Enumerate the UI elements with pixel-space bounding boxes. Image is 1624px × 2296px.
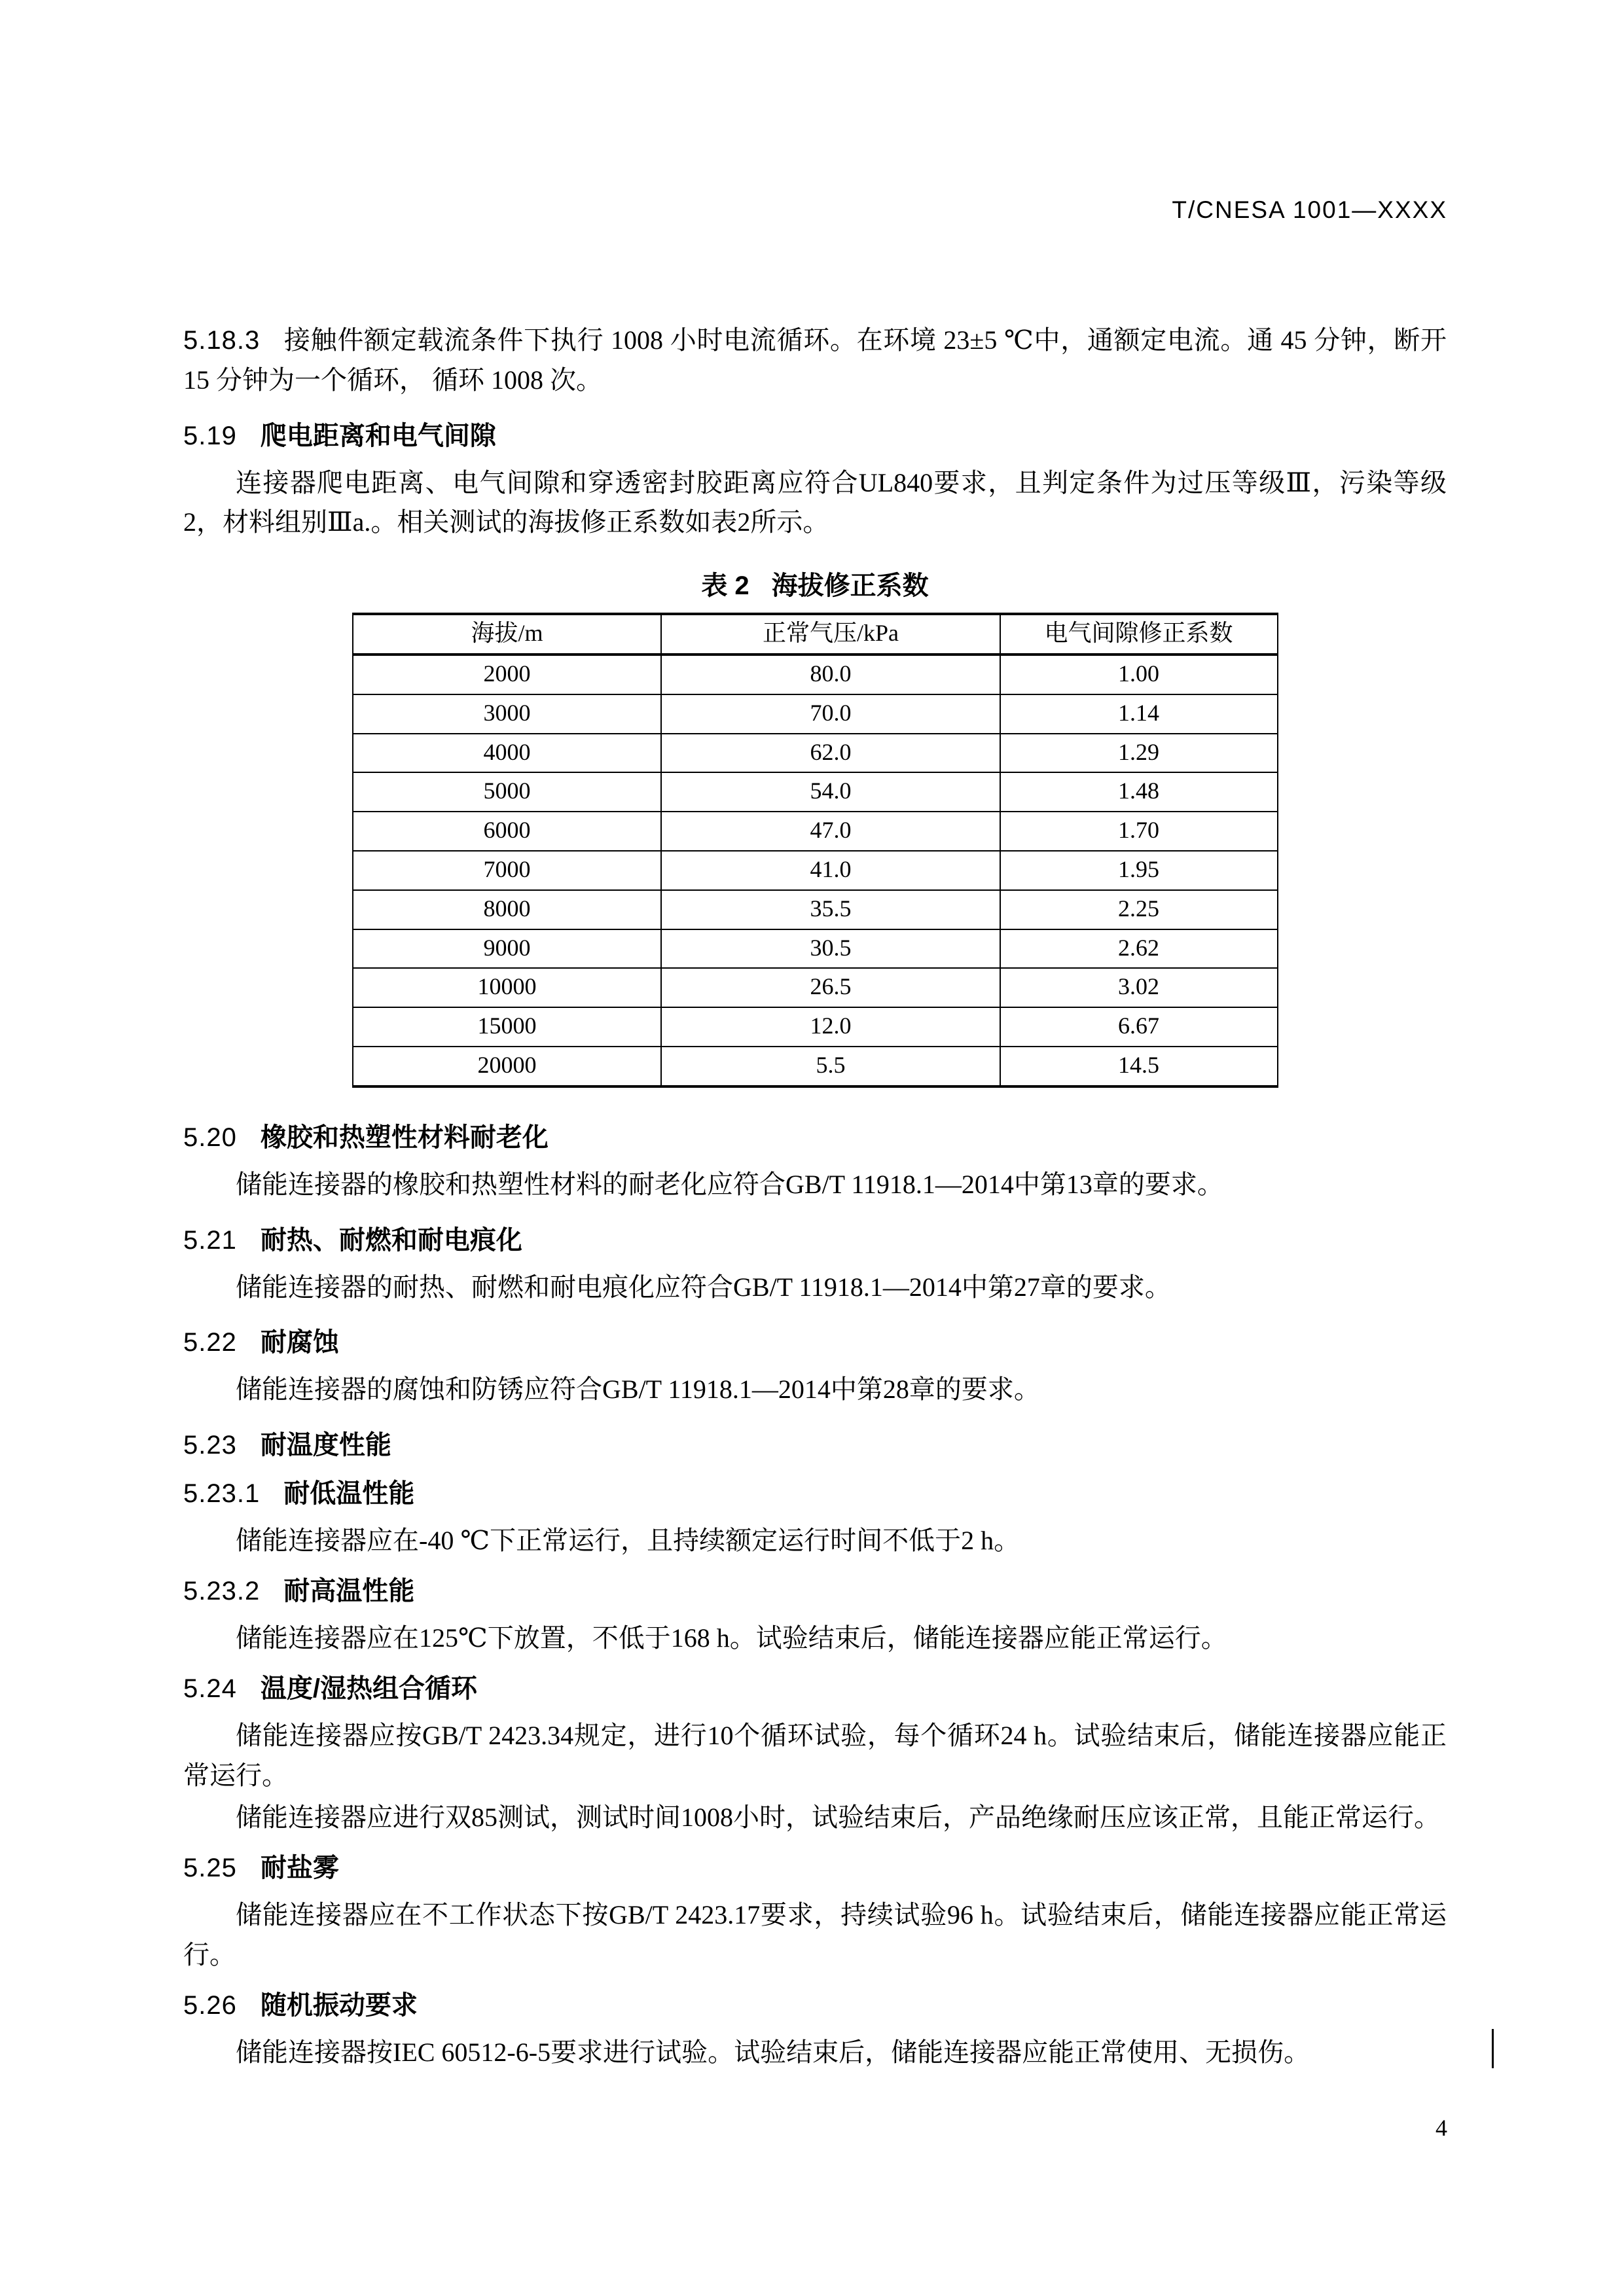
table2-caption-title: 海拔修正系数 (771, 571, 929, 601)
heading-5-19-title: 爬电距离和电气间隙 (260, 421, 496, 450)
table-row (353, 1007, 1278, 1047)
heading-5-23-1-number: 5.23.1 (183, 1479, 261, 1509)
table-row (353, 1047, 1278, 1086)
para-5-24-b: 储能连接器应进行双85测试，测试时间1008小时，试验结束后，产品绝缘耐压应该正常，且能正常运行。 (236, 1803, 1440, 1833)
heading-5-23-1 (183, 1475, 1447, 1512)
cell-factor: 1.70 (1000, 812, 1278, 851)
table-row (353, 772, 1278, 812)
cell-pressure: 35.5 (661, 890, 1000, 929)
cell-factor: 1.14 (1000, 694, 1278, 734)
cell-altitude: 8000 (353, 890, 662, 929)
para-5-22: 储能连接器的腐蚀和防锈应符合GB/T 11918.1—2014中第28章的要求。 (236, 1374, 1040, 1405)
table-row (353, 812, 1278, 851)
page-number: 4 (1435, 2115, 1447, 2141)
cell-factor: 3.02 (1000, 968, 1278, 1007)
heading-5-23-number: 5.23 (183, 1431, 237, 1460)
cell-factor: 6.67 (1000, 1007, 1278, 1047)
table-row (353, 968, 1278, 1007)
heading-5-25-number: 5.25 (183, 1854, 237, 1883)
cell-altitude: 9000 (353, 929, 662, 969)
heading-5-25-title: 耐盐雾 (260, 1854, 339, 1883)
para-5-20: 储能连接器的橡胶和热塑性材料的耐老化应符合GB/T 11918.1—2014中第13章的要求。 (236, 1169, 1223, 1199)
table-row (353, 694, 1278, 734)
table-header-row (353, 614, 1278, 655)
heading-5-23-2-number: 5.23.2 (183, 1576, 261, 1605)
para-5-24-a: 储能连接器应按GB/T 2423.34规定，进行10个循环试验，每个循环24 h。试验结束后，储能连接器应能正常运行。 (183, 1720, 1447, 1790)
cell-factor: 1.48 (1000, 772, 1278, 812)
heading-5-23-title: 耐温度性能 (260, 1431, 391, 1460)
para-5-25: 储能连接器应在不工作状态下按GB/T 2423.17要求，持续试验96 h。试验结束后，储能连接器应能正常运行。 (183, 1900, 1447, 1969)
revision-change-bar (1492, 2029, 1494, 2068)
heading-5-22 (183, 1324, 1447, 1361)
para-5-23-2: 储能连接器应在125℃下放置，不低于168 h。试验结束后，储能连接器应能正常运行。 (236, 1623, 1227, 1653)
heading-5-23 (183, 1427, 1447, 1463)
cell-pressure: 5.5 (661, 1047, 1000, 1086)
table-row (353, 851, 1278, 890)
clause-5-18-3-number: 5.18.3 (183, 326, 261, 355)
cell-altitude: 5000 (353, 772, 662, 812)
cell-pressure: 70.0 (661, 694, 1000, 734)
standard-number: T/CNESA 1001—XXXX (1172, 196, 1447, 223)
cell-pressure: 26.5 (661, 968, 1000, 1007)
cell-altitude: 3000 (353, 694, 662, 734)
cell-altitude: 6000 (353, 812, 662, 851)
cell-pressure: 47.0 (661, 812, 1000, 851)
column-header-clearance-factor: 电气间隙修正系数 (1000, 614, 1278, 655)
heading-5-20 (183, 1119, 1447, 1156)
cell-factor: 14.5 (1000, 1047, 1278, 1086)
para-5-19: 连接器爬电距离、电气间隙和穿透密封胶距离应符合UL840要求，且判定条件为过压等级Ⅲ，污染等级2，材料组别Ⅲa.。相关测试的海拔修正系数如表2所示。 (183, 467, 1447, 537)
cell-factor: 1.00 (1000, 655, 1278, 694)
heading-5-21 (183, 1222, 1447, 1259)
table-row (353, 655, 1278, 694)
heading-5-22-number: 5.22 (183, 1328, 237, 1357)
heading-5-21-number: 5.21 (183, 1225, 237, 1255)
cell-pressure: 41.0 (661, 851, 1000, 890)
cell-altitude: 4000 (353, 734, 662, 773)
cell-pressure: 62.0 (661, 734, 1000, 773)
cell-pressure: 30.5 (661, 929, 1000, 969)
heading-5-19-number: 5.19 (183, 421, 237, 450)
column-header-altitude: 海拔/m (353, 614, 662, 655)
cell-factor: 1.95 (1000, 851, 1278, 890)
heading-5-23-1-title: 耐低温性能 (283, 1479, 415, 1509)
cell-pressure: 80.0 (661, 655, 1000, 694)
cell-factor: 1.29 (1000, 734, 1278, 773)
table2-caption-label: 表 2 (701, 571, 749, 601)
cell-pressure: 54.0 (661, 772, 1000, 812)
clause-5-18-3-text: 接触件额定载流条件下执行 1008 小时电流循环。在环境 23±5 ℃中，通额定电流。通 45 分钟，断开 15 分钟为一个循环， 循环 1008 次。 (183, 325, 1447, 395)
cell-pressure: 12.0 (661, 1007, 1000, 1047)
column-header-pressure: 正常气压/kPa (661, 614, 1000, 655)
heading-5-26-title: 随机振动要求 (260, 1990, 418, 2020)
page-content (183, 321, 1447, 2075)
heading-5-24-title: 温度/湿热组合循环 (260, 1674, 477, 1703)
cell-altitude: 15000 (353, 1007, 662, 1047)
cell-factor: 2.25 (1000, 890, 1278, 929)
heading-5-21-title: 耐热、耐燃和耐电痕化 (260, 1225, 522, 1255)
heading-5-24 (183, 1670, 1447, 1707)
para-5-21: 储能连接器的耐热、耐燃和耐电痕化应符合GB/T 11918.1—2014中第27章的要求。 (236, 1272, 1171, 1302)
heading-5-22-title: 耐腐蚀 (260, 1328, 339, 1357)
heading-5-19 (183, 418, 1447, 454)
heading-5-25 (183, 1850, 1447, 1886)
heading-5-20-title: 橡胶和热塑性材料耐老化 (260, 1122, 549, 1152)
table-row (353, 929, 1278, 969)
heading-5-20-number: 5.20 (183, 1122, 237, 1152)
cell-altitude: 20000 (353, 1047, 662, 1086)
heading-5-26-number: 5.26 (183, 1990, 237, 2020)
table2-caption (183, 565, 1447, 602)
para-5-26: 储能连接器按IEC 60512-6-5要求进行试验。试验结束后，储能连接器应能正常使用、无损伤。 (236, 2037, 1310, 2067)
table-row (353, 890, 1278, 929)
altitude-correction-table (352, 613, 1278, 1088)
cell-altitude: 10000 (353, 968, 662, 1007)
clause-5-18-3 (183, 321, 1447, 401)
cell-altitude: 7000 (353, 851, 662, 890)
cell-factor: 2.62 (1000, 929, 1278, 969)
heading-5-23-2 (183, 1573, 1447, 1609)
table-row (353, 734, 1278, 773)
cell-altitude: 2000 (353, 655, 662, 694)
page-header (183, 196, 1447, 224)
heading-5-23-2-title: 耐高温性能 (283, 1576, 415, 1605)
para-5-23-1: 储能连接器应在-40 ℃下正常运行，且持续额定运行时间不低于2 h。 (236, 1526, 1020, 1556)
heading-5-26 (183, 1987, 1447, 2024)
heading-5-24-number: 5.24 (183, 1674, 237, 1703)
